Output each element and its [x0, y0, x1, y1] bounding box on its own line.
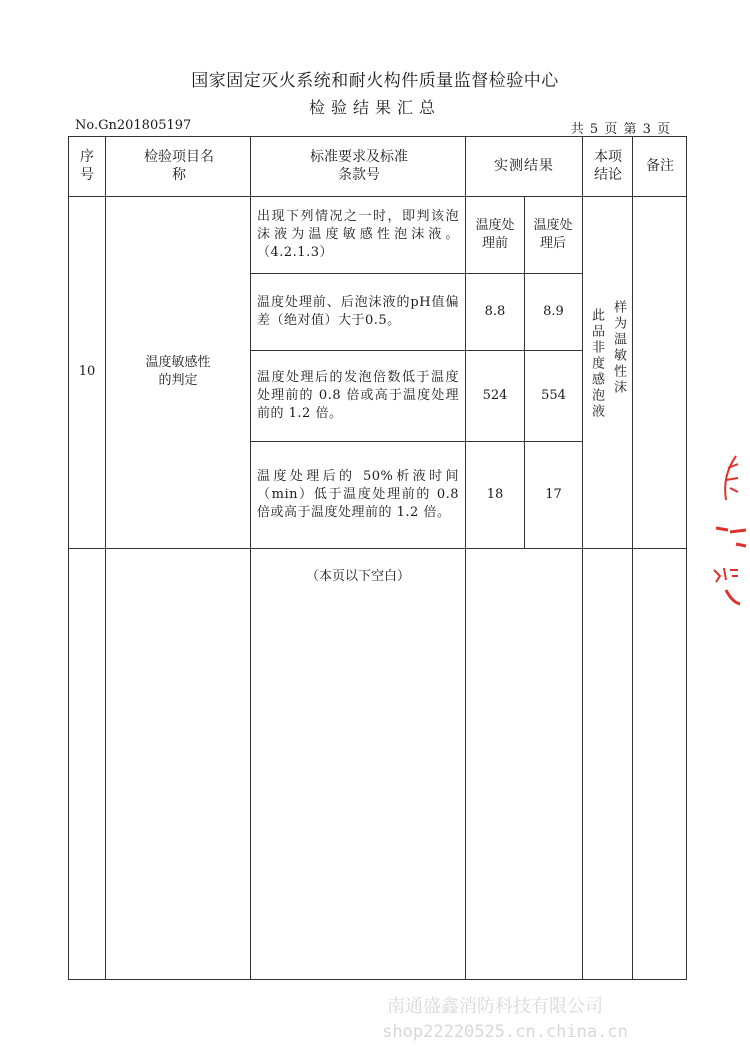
official-seal-fragment [706, 440, 750, 610]
header-item: 检验项目名称 [144, 149, 214, 183]
criterion-expansion: 温度处理后的发泡倍数低于温度处理前的 0.8 倍或高于温度处理前的 1.2 倍。 [257, 370, 459, 421]
header-conclusion: 本项结论 [594, 149, 622, 183]
page-info: 共 5 页 第 3 页 [570, 122, 670, 137]
drainage-after-value: 17 [545, 487, 562, 502]
report-title: 国家固定灭火系统和耐火构件质量监督检验中心 [191, 71, 559, 91]
col-divider [582, 136, 583, 980]
header-seq: 序号 [80, 149, 94, 183]
watermark-company: 南通盛鑫消防科技有限公司 [387, 996, 603, 1017]
ph-before-value: 8.8 [484, 304, 506, 319]
row-conclusion [583, 300, 631, 450]
ph-after-value: 8.9 [543, 304, 564, 319]
col-divider [465, 136, 466, 980]
criterion-drainage: 温度处理后的 50%析液时间（min）低于温度处理前的 0.8 倍或高于温度处理前的 1.2 倍。 [257, 469, 459, 520]
drainage-before-value: 18 [486, 487, 504, 502]
conclusion-column-right: 样为温敏性沫 [611, 300, 626, 396]
header-standard: 标准要求及标准条款号 [310, 149, 408, 183]
blank-page-note: （本页以下空白） [305, 569, 410, 584]
col-divider [632, 136, 633, 980]
expansion-after-value: 554 [541, 388, 566, 403]
expansion-before-value: 524 [482, 388, 508, 403]
criterion-intro: 出现下列情况之一时，即判该泡沫液为温度敏感性泡沫液。（4.2.1.3） [257, 209, 459, 260]
report-number: No.Gn201805197 [75, 118, 192, 133]
header-measured: 实测结果 [494, 158, 554, 174]
row-divider [68, 548, 687, 549]
measured-after-label: 温度处理后 [533, 218, 573, 251]
measured-before-label: 温度处理前 [475, 218, 515, 251]
col-divider [105, 136, 106, 980]
criterion-ph: 温度处理前、后泡沫液的pH值偏差（绝对值）大于0.5。 [257, 295, 459, 328]
watermark-url: shop22220525.cn.china.cn [382, 1022, 628, 1042]
row-seq: 10 [78, 364, 96, 379]
row-item-name: 温度敏感性的判定 [145, 355, 211, 388]
conclusion-column-left: 此品非度感泡液 [589, 308, 604, 420]
report-subtitle: 检验结果汇总 [308, 98, 441, 117]
header-remark: 备注 [646, 158, 674, 174]
